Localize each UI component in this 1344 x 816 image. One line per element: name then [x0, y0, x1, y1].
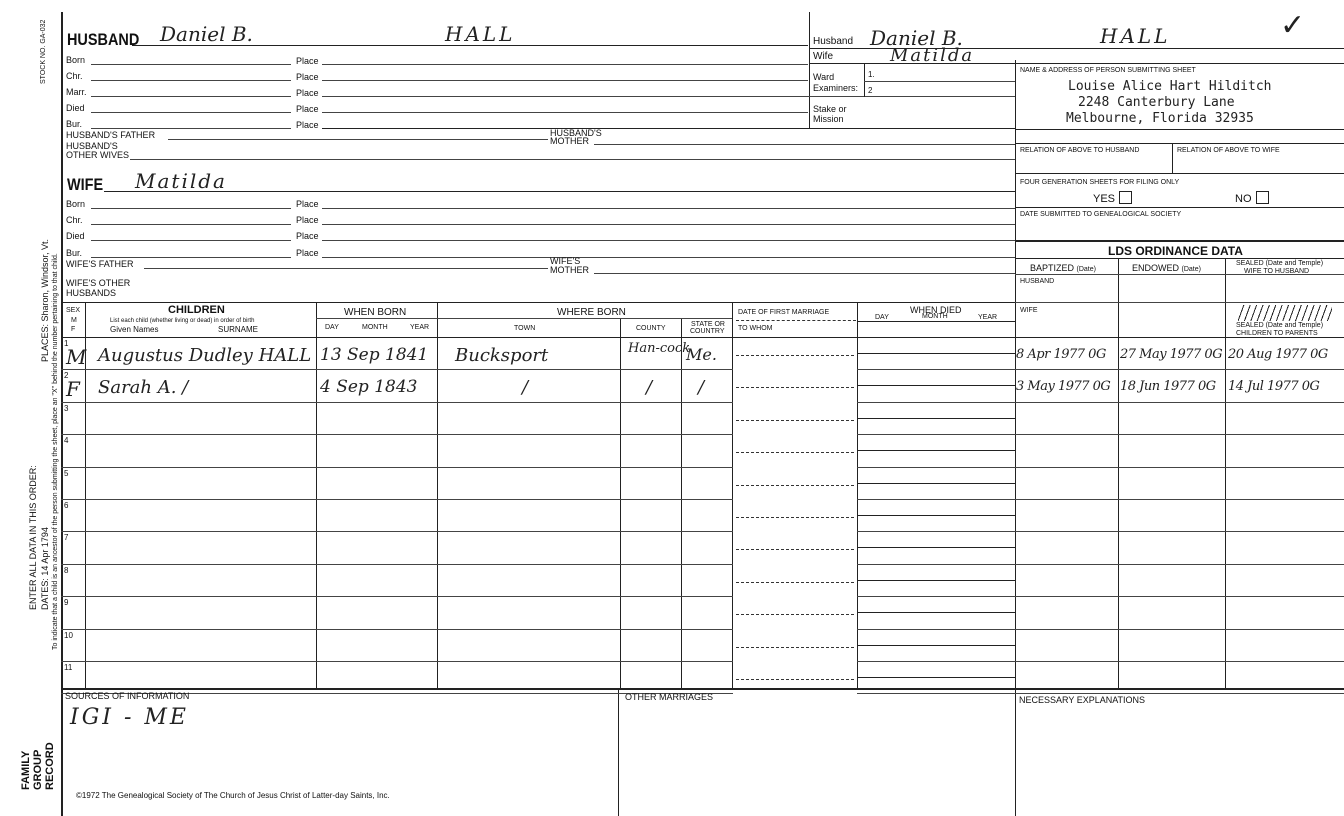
sex-label: SEX: [66, 307, 81, 314]
children-label: CHILDREN: [168, 304, 225, 316]
header-husband-surname: HALL: [1100, 24, 1171, 48]
surname-label: SURNAME: [218, 325, 259, 334]
four-generation-label: FOUR GENERATION SHEETS FOR FILING ONLY: [1020, 179, 1180, 186]
lds-wife-label: WIFE: [1020, 307, 1038, 314]
husband-bur-label: Bur.: [66, 119, 83, 129]
header-husband-given: Daniel B.: [870, 26, 963, 50]
to-whom-label: TO WHOM: [738, 325, 773, 332]
died-year-label: YEAR: [978, 314, 998, 321]
husband-label: HUSBAND: [67, 30, 140, 49]
wife-mother-label-2: MOTHER: [550, 265, 589, 275]
lds-title: LDS ORDINANCE DATA: [1108, 244, 1243, 258]
child-town: /: [522, 377, 529, 398]
child-number: 5: [64, 469, 69, 478]
lds-sealed-wife-2: WIFE TO HUSBAND: [1244, 268, 1310, 275]
children-sub-label: List each child (whether living or dead) in order of birth: [110, 318, 255, 324]
lds-endowed-label: ENDOWED (Date): [1132, 263, 1201, 273]
husband-father-label: HUSBAND'S FATHER: [66, 130, 156, 140]
husband-surname: HALL: [445, 22, 516, 46]
born-year-label: YEAR: [410, 324, 430, 331]
submitter-line-1: Louise Alice Hart Hilditch: [1068, 79, 1272, 94]
husband-born-place-label: Place: [296, 56, 319, 66]
child-born: 13 Sep 1841: [320, 345, 429, 365]
wife-label: WIFE: [67, 175, 104, 194]
when-born-label: WHEN BORN: [344, 307, 407, 318]
child-number: 8: [64, 566, 69, 575]
wife-other-husbands-label-2: HUSBANDS: [66, 288, 117, 298]
child-number: 7: [64, 533, 69, 542]
examiner-2: 2: [868, 86, 873, 95]
child-number: 11: [64, 663, 73, 672]
relation-husband-label: RELATION OF ABOVE TO HUSBAND: [1020, 147, 1140, 154]
first-marriage-label: DATE OF FIRST MARRIAGE: [738, 309, 830, 316]
lds-sealed-children-1: SEALED (Date and Temple): [1236, 322, 1324, 329]
husband-died-place-label: Place: [296, 104, 319, 114]
husband-chr-label: Chr.: [66, 71, 83, 81]
yes-label: YES: [1093, 193, 1116, 205]
mission-label: Mission: [813, 114, 844, 124]
header-wife-label: Wife: [813, 51, 833, 62]
ward-label: Ward: [813, 72, 835, 82]
child-number: 6: [64, 501, 69, 510]
town-label: TOWN: [514, 325, 536, 332]
lds-sealed-children-2: CHILDREN TO PARENTS: [1236, 330, 1318, 337]
husband-other-wives-label-2: OTHER WIVES: [66, 150, 130, 160]
wife-chr-label: Chr.: [66, 215, 83, 225]
child-number: 10: [64, 631, 73, 640]
husband-born-label: Born: [66, 55, 86, 65]
child-number: 1: [64, 339, 69, 348]
husband-marr-place-label: Place: [296, 88, 319, 98]
child-number: 4: [64, 436, 69, 445]
lds-child-endowed: 27 May 1977 0G: [1120, 347, 1223, 362]
sources-label: SOURCES OF INFORMATION: [65, 691, 190, 701]
wife-father-label: WIFE'S FATHER: [66, 259, 134, 269]
sex-m-label: M: [71, 317, 77, 324]
side-instructions-enter: ENTER ALL DATA IN THIS ORDER:: [28, 465, 38, 610]
lds-sealed-wife-1: SEALED (Date and Temple): [1236, 260, 1324, 267]
child-state: /: [698, 377, 705, 398]
born-day-label: DAY: [325, 324, 339, 331]
date-submitted-label: DATE SUBMITTED TO GENEALOGICAL SOCIETY: [1020, 211, 1182, 218]
county-label: COUNTY: [636, 325, 666, 332]
stock-number: STOCK NO. GA-032: [40, 19, 47, 84]
lds-child-baptized: 3 May 1977 0G: [1016, 379, 1111, 394]
child-name: Augustus Dudley HALL: [98, 345, 312, 366]
sex-f-label: F: [71, 326, 76, 333]
wife-died-label: Died: [66, 231, 85, 241]
necessary-explanations-label: NECESSARY EXPLANATIONS: [1019, 695, 1146, 705]
child-county: /: [646, 377, 653, 398]
header-checkmark: ✓: [1280, 8, 1306, 43]
form-title-group: GROUP: [32, 749, 44, 790]
wife-chr-place-label: Place: [296, 215, 319, 225]
child-sex: F: [66, 377, 80, 401]
wife-other-husbands-label-1: WIFE'S OTHER: [66, 278, 131, 288]
child-number: 2: [64, 371, 69, 380]
submitter-line-2: 2248 Canterbury Lane: [1078, 95, 1235, 110]
form-title-record: RECORD: [44, 742, 56, 790]
lds-wife-sealed-hatch: [1238, 305, 1332, 321]
header-wife-given: Matilda: [890, 45, 975, 66]
no-checkbox[interactable]: [1256, 191, 1269, 204]
lds-child-endowed: 18 Jun 1977 0G: [1120, 379, 1216, 394]
form-title-family: FAMILY: [20, 750, 32, 790]
copyright: ©1972 The Genealogical Society of The Church of Jesus Christ of Latter-day Saints, Inc.: [76, 791, 390, 800]
examiner-1: 1.: [868, 70, 875, 79]
no-label: NO: [1235, 193, 1252, 205]
lds-child-sealed: 14 Jul 1977 0G: [1228, 379, 1320, 394]
wife-bur-label: Bur.: [66, 248, 83, 258]
wife-born-place-label: Place: [296, 199, 319, 209]
stake-label: Stake or: [813, 104, 847, 114]
submitter-label: NAME & ADDRESS OF PERSON SUBMITTING SHEET: [1020, 67, 1196, 74]
other-marriages-label: OTHER MARRIAGES: [625, 692, 714, 702]
where-born-label: WHERE BORN: [557, 307, 626, 318]
state-label-1: STATE OR: [691, 321, 725, 328]
sources-value: IGI - ME: [70, 705, 189, 730]
child-number: 3: [64, 404, 69, 413]
wife-mother-label-1: WIFE'S: [550, 256, 581, 266]
side-instructions-indicate: To indicate that a child is an ancestor of the person submitting the sheet, place an "X" behind the number pertaining to that child.: [52, 253, 59, 650]
husband-other-wives-label-1: HUSBAND'S: [66, 141, 118, 151]
relation-wife-label: RELATION OF ABOVE TO WIFE: [1177, 147, 1280, 154]
husband-marr-label: Marr.: [66, 87, 87, 97]
side-instructions-dates: DATES: 14 Apr 1794: [40, 527, 50, 610]
husband-chr-place-label: Place: [296, 72, 319, 82]
when-died-label: WHEN DIED: [910, 305, 962, 315]
wife-died-place-label: Place: [296, 231, 319, 241]
child-county: Han-cock: [628, 341, 691, 356]
husband-bur-place-label: Place: [296, 120, 319, 130]
husband-mother-label-2: MOTHER: [550, 136, 589, 146]
child-state: Me.: [686, 345, 717, 364]
child-number: 9: [64, 598, 69, 607]
submitter-line-3: Melbourne, Florida 32935: [1066, 111, 1254, 126]
examiners-label: Examiners:: [813, 83, 859, 93]
husband-mother-label-1: HUSBAND'S: [550, 128, 602, 138]
side-instructions-places: PLACES: Sharon, Windsor, Vt.: [40, 238, 50, 362]
state-label-2: COUNTRY: [690, 328, 725, 335]
died-day-label: DAY: [875, 314, 889, 321]
lds-child-baptized: 8 Apr 1977 0G: [1016, 347, 1106, 362]
died-month-label: MONTH: [922, 313, 948, 320]
child-born: 4 Sep 1843: [320, 377, 418, 397]
wife-born-label: Born: [66, 199, 86, 209]
born-month-label: MONTH: [362, 324, 388, 331]
child-name: Sarah A. /: [98, 377, 189, 398]
lds-baptized-label: BAPTIZED (Date): [1030, 263, 1096, 273]
husband-given-name: Daniel B.: [160, 22, 253, 46]
husband-died-label: Died: [66, 103, 85, 113]
wife-given-name: Matilda: [135, 169, 227, 193]
lds-child-sealed: 20 Aug 1977 0G: [1228, 347, 1328, 362]
child-town: Bucksport: [455, 345, 549, 366]
yes-checkbox[interactable]: [1119, 191, 1132, 204]
header-husband-label: Husband: [813, 36, 854, 47]
lds-husband-label: HUSBAND: [1020, 278, 1055, 285]
given-names-label: Given Names: [110, 325, 159, 334]
child-sex: M: [66, 345, 87, 369]
wife-bur-place-label: Place: [296, 248, 319, 258]
